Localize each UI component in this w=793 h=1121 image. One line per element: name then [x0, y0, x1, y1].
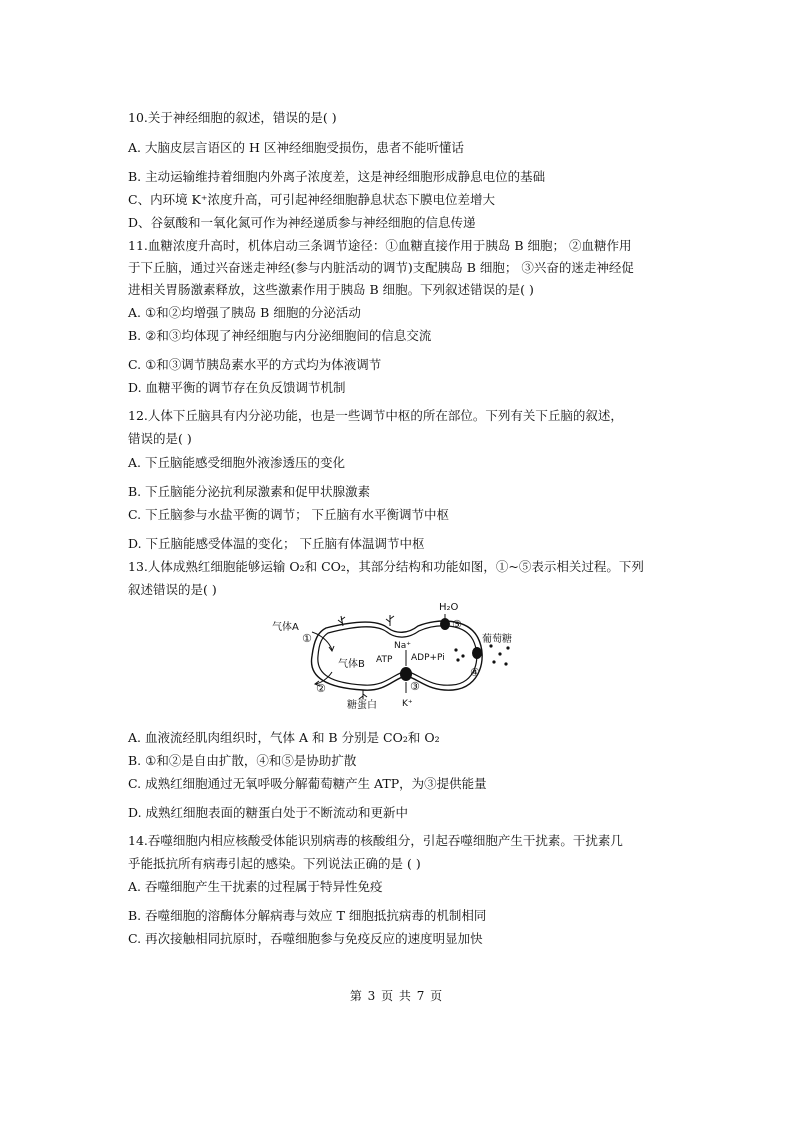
- q11-option-d: D. 血糖平衡的调节存在负反馈调节机制: [128, 380, 346, 395]
- glucose-dot: [492, 660, 495, 663]
- q11-option-c: C. ①和③调节胰岛素水平的方式均为体液调节: [128, 357, 382, 372]
- q13-option-d: D. 成熟红细胞表面的糖蛋白处于不断流动和更新中: [128, 805, 409, 820]
- q11-stem-line1: 11.血糖浓度升高时，机体启动三条调节途径：①血糖直接作用于胰岛 B 细胞； ②血糖作用: [128, 238, 632, 253]
- glucose-dot: [454, 648, 457, 651]
- label-step-5: ⑤: [452, 618, 462, 631]
- q11-stem-line3: 进相关胃肠激素释放，这些激素作用于胰岛 B 细胞。下列叙述错误的是( ): [128, 282, 534, 297]
- red-blood-cell-figure: [268, 598, 528, 710]
- glycoprotein-mark-3: [359, 690, 367, 699]
- label-glycoprotein: 糖蛋白: [347, 700, 377, 710]
- glucose-dot: [461, 654, 464, 657]
- q11-stem-line2: 于下丘脑，通过兴奋迷走神经(参与内脏活动的调节)支配胰岛 B 细胞； ③兴奋的迷走神经促: [128, 260, 634, 275]
- page-footer: 第 3 页 共 7 页: [349, 989, 444, 1003]
- label-step-4: ④: [470, 666, 480, 679]
- label-step-2: ②: [316, 682, 326, 695]
- channel-water-protein: [440, 618, 450, 630]
- q12-option-b: B. 下丘脑能分泌抗利尿激素和促甲状腺激素: [128, 484, 371, 499]
- label-glucose: 葡萄糖: [482, 634, 512, 645]
- q13-stem-line2: 叙述错误的是( ): [128, 582, 217, 597]
- q14-option-a: A. 吞噬细胞产生干扰素的过程属于特异性免疫: [128, 879, 383, 894]
- q14-stem-line2: 乎能抵抗所有病毒引起的感染。下列说法正确的是 ( ): [128, 856, 421, 871]
- q10-option-a: A. 大脑皮层言语区的 H 区神经细胞受损伤，患者不能听懂话: [128, 140, 464, 155]
- q12-stem-line1: 12.人体下丘脑具有内分泌功能，也是一些调节中枢的所在部位。下列有关下丘脑的叙述，: [128, 408, 623, 423]
- q12-option-c: C. 下丘脑参与水盐平衡的调节； 下丘脑有水平衡调节中枢: [128, 507, 450, 522]
- label-step-1: ①: [302, 632, 312, 645]
- q14-option-b: B. 吞噬细胞的溶酶体分解病毒与效应 T 细胞抵抗病毒的机制相同: [128, 908, 487, 923]
- q10-option-b: B. 主动运输维持着细胞内外离子浓度差，这是神经细胞形成静息电位的基础: [128, 169, 546, 184]
- q14-stem-line1: 14.吞噬细胞内相应核酸受体能识别病毒的核酸组分，引起吞噬细胞产生干扰素。干扰素几: [128, 833, 623, 848]
- channel-pump-protein: [400, 667, 412, 681]
- label-gas-b: 气体B: [338, 659, 365, 670]
- q11-option-b: B. ②和③均体现了神经细胞与内分泌细胞间的信息交流: [128, 328, 432, 343]
- q13-option-c: C. 成熟红细胞通过无氧呼吸分解葡萄糖产生 ATP，为③提供能量: [128, 776, 487, 791]
- label-step-3: ③: [410, 680, 420, 693]
- label-gas-a: 气体A: [272, 622, 299, 633]
- label-adp-pi: ADP+Pi: [411, 653, 445, 663]
- label-h2o: H₂O: [439, 602, 459, 613]
- glucose-dot: [456, 658, 459, 661]
- channel-glucose-protein: [472, 647, 482, 659]
- q12-stem-line2: 错误的是( ): [128, 431, 192, 446]
- q13-option-a: A. 血液流经肌肉组织时，气体 A 和 B 分别是 CO₂和 O₂: [128, 730, 440, 745]
- q12-option-d: D. 下丘脑能感受体温的变化； 下丘脑有体温调节中枢: [128, 536, 425, 551]
- q11-option-a: A. ①和②均增强了胰岛 B 细胞的分泌活动: [128, 305, 361, 320]
- label-atp: ATP: [376, 655, 393, 665]
- q13-option-b: B. ①和②是自由扩散，④和⑤是协助扩散: [128, 753, 357, 768]
- q10-stem: 10.关于神经细胞的叙述，错误的是( ): [128, 110, 337, 125]
- q13-stem-line1: 13.人体成熟红细胞能够运输 O₂和 CO₂，其部分结构和功能如图，①~⑤表示相关过程。下列: [128, 559, 644, 574]
- membrane-inner: [318, 626, 477, 685]
- q14-option-c: C. 再次接触相同抗原时，吞噬细胞参与免疫反应的速度明显加快: [128, 931, 483, 946]
- q12-option-a: A. 下丘脑能感受细胞外液渗透压的变化: [128, 455, 345, 470]
- label-na: Na⁺: [394, 641, 411, 651]
- membrane-outer: [311, 621, 482, 690]
- glucose-dot: [498, 652, 501, 655]
- q10-option-d: D、谷氨酸和一氧化氮可作为神经递质参与神经细胞的信息传递: [128, 215, 476, 230]
- glycoprotein-mark-2: [386, 615, 394, 626]
- glucose-dot: [504, 662, 507, 665]
- glucose-dot: [506, 646, 509, 649]
- label-k: K⁺: [402, 699, 413, 709]
- q10-option-c: C、内环境 K⁺浓度升高，可引起神经细胞静息状态下膜电位差增大: [128, 192, 495, 207]
